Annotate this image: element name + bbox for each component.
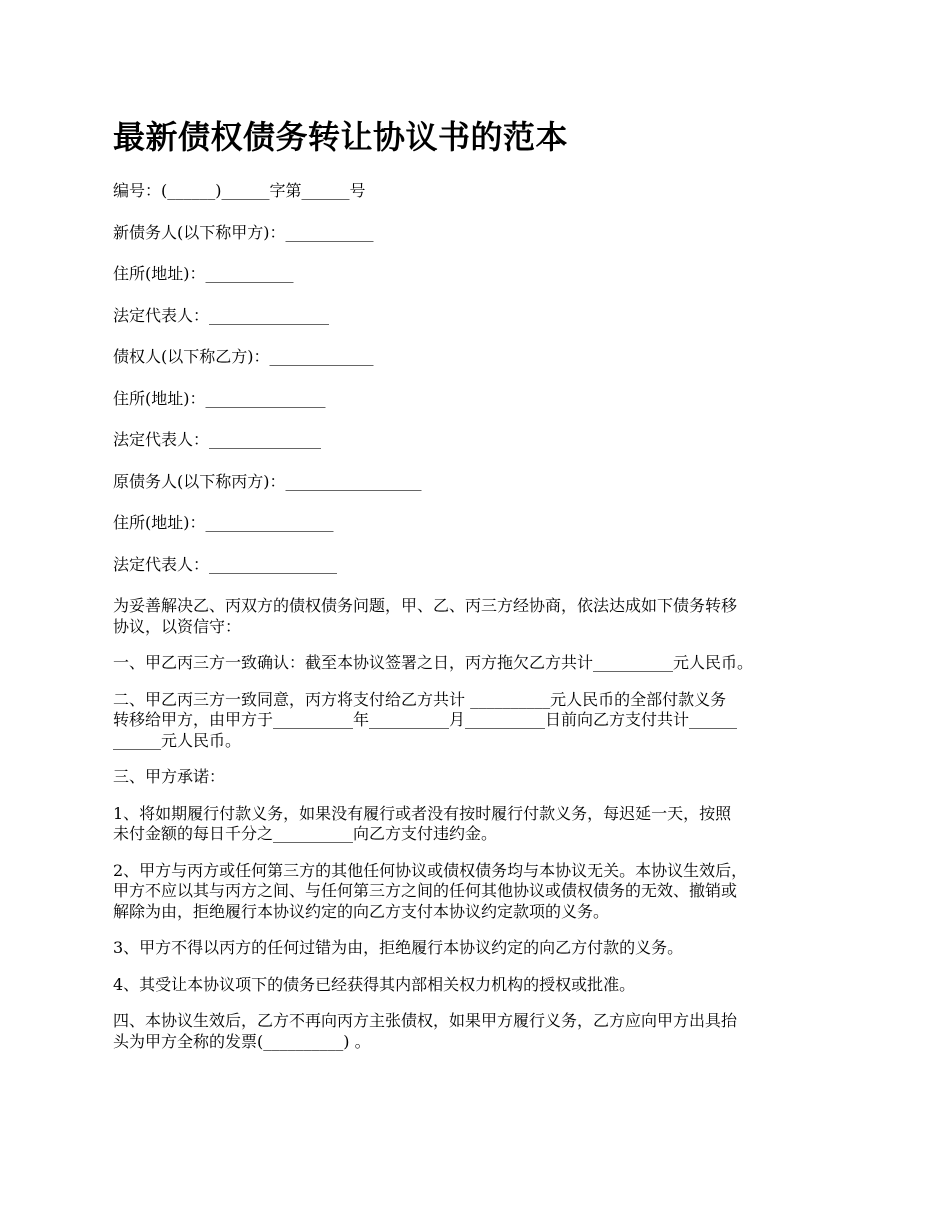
clause-3-item-2: 2、甲方与丙方或任何第三方的其他任何协议或债权债务均与本协议无关。本协议生效后， 甲方不应以其与丙方之间、与任何第三方之间的任何其他协议或债权债务的无效、撤销或 解除为由，拒绝履行本协议约定的向乙方支付本协议约定款项的义务。 (113, 860, 748, 921)
clause-2-paragraph: 二、甲乙丙三方一致同意，丙方将支付给乙方共计 __________元人民币的全部付款义务 转移给甲方，由甲方于__________年__________月__________日前向乙方支付共计______ ______元人民币。 (113, 689, 738, 750)
document-body (113, 181, 848, 1068)
document-title: 最新债权债务转让协议书的范本 (113, 118, 569, 156)
clause-3-item-3: 3、甲方不得以丙方的任何过错为由，拒绝履行本协议约定的向乙方付款的义务。 (113, 938, 684, 957)
new-debtor-address-line: 住所(地址)：___________ (113, 264, 294, 283)
clause-4-paragraph: 四、本协议生效后，乙方不再向丙方主张债权，如果甲方履行义务，乙方应向甲方出具抬 头为甲方全称的发票(__________) 。 (113, 1011, 738, 1051)
new-debtor-line: 新债务人(以下称甲方)：___________ (113, 222, 374, 242)
new-debtor-representative-line: 法定代表人：_______________ (113, 305, 330, 325)
creditor-line: 债权人(以下称乙方)：_____________ (113, 347, 374, 366)
original-debtor-representative-line: 法定代表人：________________ (113, 554, 338, 574)
clause-1-paragraph: 一、甲乙丙三方一致确认：截至本协议签署之日，丙方拖欠乙方共计__________元人民币。 (113, 653, 754, 672)
clause-3-item-1: 1、将如期履行付款义务，如果没有履行或者没有按时履行付款义务，每迟延一天，按照 未付金额的每日千分之__________向乙方支付违约金。 (113, 803, 732, 843)
clause-3-heading: 三、甲方承诺： (113, 767, 226, 786)
original-debtor-line: 原债务人(以下称丙方)：_________________ (113, 471, 422, 491)
contract-number-line: 编号：(______)______字第______号 (113, 181, 366, 200)
creditor-representative-line: 法定代表人：______________ (113, 430, 322, 449)
creditor-address-line: 住所(地址)：_______________ (113, 388, 326, 408)
preamble-paragraph: 为妥善解决乙、丙双方的债权债务问题，甲、乙、丙三方经协商，依法达成如下债务转移 协议，以资信守： (113, 596, 738, 636)
clause-3-item-4: 4、其受让本协议项下的债务已经获得其内部相关权力机构的授权或批准。 (113, 974, 636, 994)
original-debtor-address-line: 住所(地址)：________________ (113, 513, 334, 532)
